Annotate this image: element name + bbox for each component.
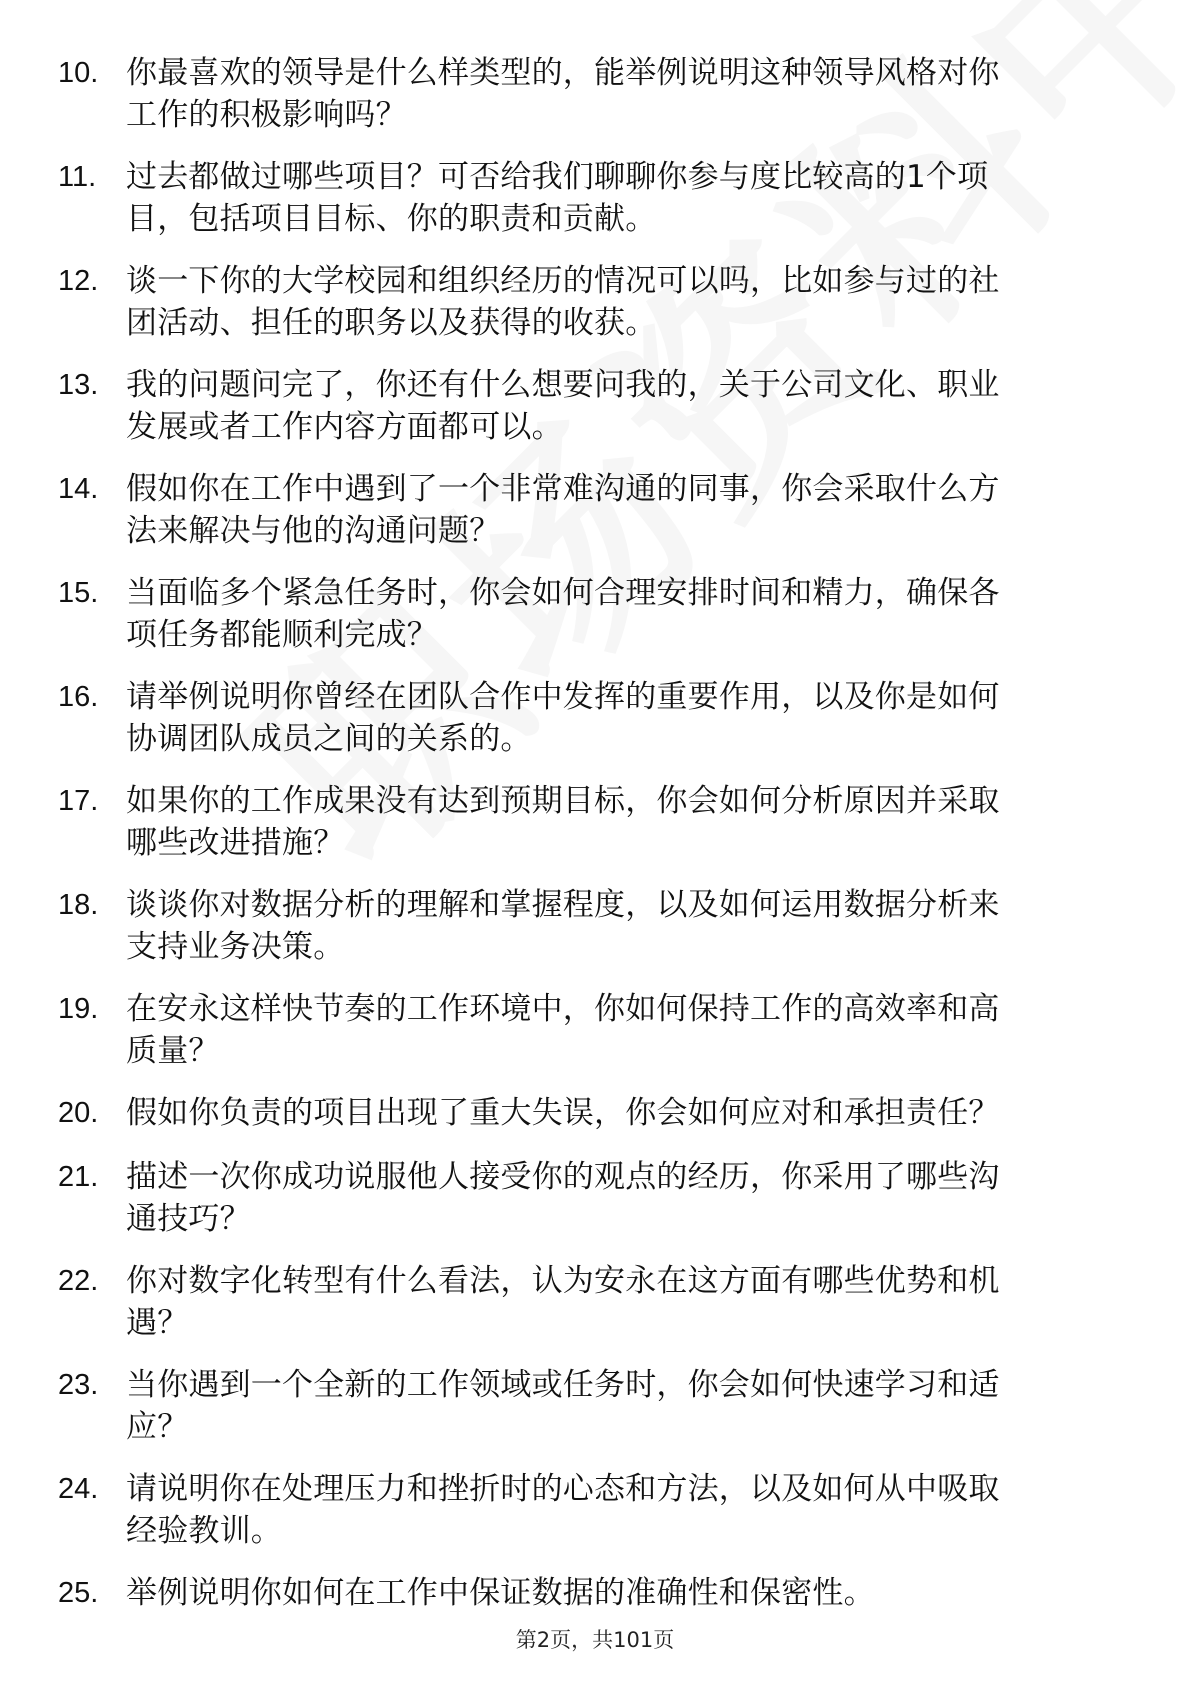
question-item bbox=[0, 468, 1190, 572]
question-number: 20. bbox=[58, 1097, 99, 1129]
question-number: 13. bbox=[58, 369, 99, 401]
question-line: 请举例说明你曾经在团队合作中发挥的重要作用，以及你是如何 bbox=[126, 679, 1000, 715]
question-line: 谈谈你对数据分析的理解和掌握程度，以及如何运用数据分析来 bbox=[126, 887, 1000, 923]
question-number: 25. bbox=[58, 1577, 99, 1609]
question-line: 如果你的工作成果没有达到预期目标，你会如何分析原因并采取 bbox=[126, 783, 1000, 819]
question-item bbox=[0, 1260, 1190, 1364]
question-item bbox=[0, 1364, 1190, 1468]
question-line: 经验教训。 bbox=[126, 1513, 282, 1549]
question-line: 假如你在工作中遇到了一个非常难沟通的同事，你会采取什么方 bbox=[126, 471, 1000, 507]
question-text bbox=[126, 1572, 1126, 1614]
question-text bbox=[126, 1364, 1126, 1448]
question-number: 16. bbox=[58, 681, 99, 713]
question-text bbox=[126, 156, 1126, 240]
question-line: 团活动、担任的职务以及获得的收获。 bbox=[126, 305, 657, 341]
question-line: 工作的积极影响吗？ bbox=[126, 97, 407, 133]
question-text bbox=[126, 884, 1126, 968]
question-text bbox=[126, 260, 1126, 344]
question-text bbox=[126, 364, 1126, 448]
question-item bbox=[0, 1468, 1190, 1572]
question-item bbox=[0, 1092, 1190, 1156]
question-line: 当面临多个紧急任务时，你会如何合理安排时间和精力，确保各 bbox=[126, 575, 1000, 611]
question-line: 协调团队成员之间的关系的。 bbox=[126, 721, 532, 757]
question-number: 11. bbox=[58, 161, 97, 193]
question-text bbox=[126, 468, 1126, 552]
question-text bbox=[126, 1468, 1126, 1552]
question-line: 描述一次你成功说服他人接受你的观点的经历，你采用了哪些沟 bbox=[126, 1159, 1000, 1195]
question-item bbox=[0, 988, 1190, 1092]
question-item bbox=[0, 1156, 1190, 1260]
question-item bbox=[0, 52, 1190, 156]
page-footer: 第2页，共101页 bbox=[515, 1628, 675, 1652]
question-line: 通技巧？ bbox=[126, 1201, 251, 1237]
question-line: 质量？ bbox=[126, 1033, 220, 1069]
question-line: 项任务都能顺利完成？ bbox=[126, 617, 438, 653]
question-line: 过去都做过哪些项目？可否给我们聊聊你参与度比较高的1个项 bbox=[126, 159, 989, 195]
question-number: 10. bbox=[58, 57, 99, 89]
question-text bbox=[126, 780, 1126, 864]
question-item bbox=[0, 260, 1190, 364]
question-number: 21. bbox=[58, 1161, 99, 1193]
question-text bbox=[126, 1156, 1126, 1240]
question-list bbox=[0, 52, 1190, 1636]
question-number: 17. bbox=[58, 785, 99, 817]
question-text bbox=[126, 676, 1126, 760]
question-line: 谈一下你的大学校园和组织经历的情况可以吗，比如参与过的社 bbox=[126, 263, 1000, 299]
question-line: 应？ bbox=[126, 1409, 189, 1445]
question-number: 14. bbox=[58, 473, 99, 505]
question-item bbox=[0, 156, 1190, 260]
question-number: 22. bbox=[58, 1265, 99, 1297]
question-text bbox=[126, 1092, 1126, 1134]
question-line: 在安永这样快节奏的工作环境中，你如何保持工作的高效率和高 bbox=[126, 991, 1000, 1027]
question-line: 当你遇到一个全新的工作领域或任务时，你会如何快速学习和适 bbox=[126, 1367, 1000, 1403]
question-line: 发展或者工作内容方面都可以。 bbox=[126, 409, 563, 445]
question-text bbox=[126, 52, 1126, 136]
question-line: 请说明你在处理压力和挫折时的心态和方法，以及如何从中吸取 bbox=[126, 1471, 1000, 1507]
question-text bbox=[126, 988, 1126, 1072]
question-line: 你最喜欢的领导是什么样类型的，能举例说明这种领导风格对你 bbox=[126, 55, 1000, 91]
question-item bbox=[0, 884, 1190, 988]
question-number: 23. bbox=[58, 1369, 99, 1401]
question-text bbox=[126, 572, 1126, 656]
question-line: 举例说明你如何在工作中保证数据的准确性和保密性。 bbox=[126, 1575, 875, 1611]
question-number: 24. bbox=[58, 1473, 99, 1505]
question-number: 12. bbox=[58, 265, 99, 297]
question-line: 遇？ bbox=[126, 1305, 189, 1341]
question-number: 19. bbox=[58, 993, 99, 1025]
question-line: 目，包括项目目标、你的职责和贡献。 bbox=[126, 201, 657, 237]
question-item bbox=[0, 572, 1190, 676]
question-line: 哪些改进措施？ bbox=[126, 825, 345, 861]
question-item bbox=[0, 676, 1190, 780]
question-item bbox=[0, 780, 1190, 884]
question-line: 假如你负责的项目出现了重大失误，你会如何应对和承担责任？ bbox=[126, 1095, 1000, 1131]
question-text bbox=[126, 1260, 1126, 1344]
question-line: 你对数字化转型有什么看法，认为安永在这方面有哪些优势和机 bbox=[126, 1263, 1000, 1299]
question-line: 我的问题问完了，你还有什么想要问我的，关于公司文化、职业 bbox=[126, 367, 1000, 403]
question-number: 15. bbox=[58, 577, 99, 609]
question-line: 法来解决与他的沟通问题？ bbox=[126, 513, 501, 549]
question-number: 18. bbox=[58, 889, 99, 921]
question-line: 支持业务决策。 bbox=[126, 929, 345, 965]
question-item bbox=[0, 364, 1190, 468]
